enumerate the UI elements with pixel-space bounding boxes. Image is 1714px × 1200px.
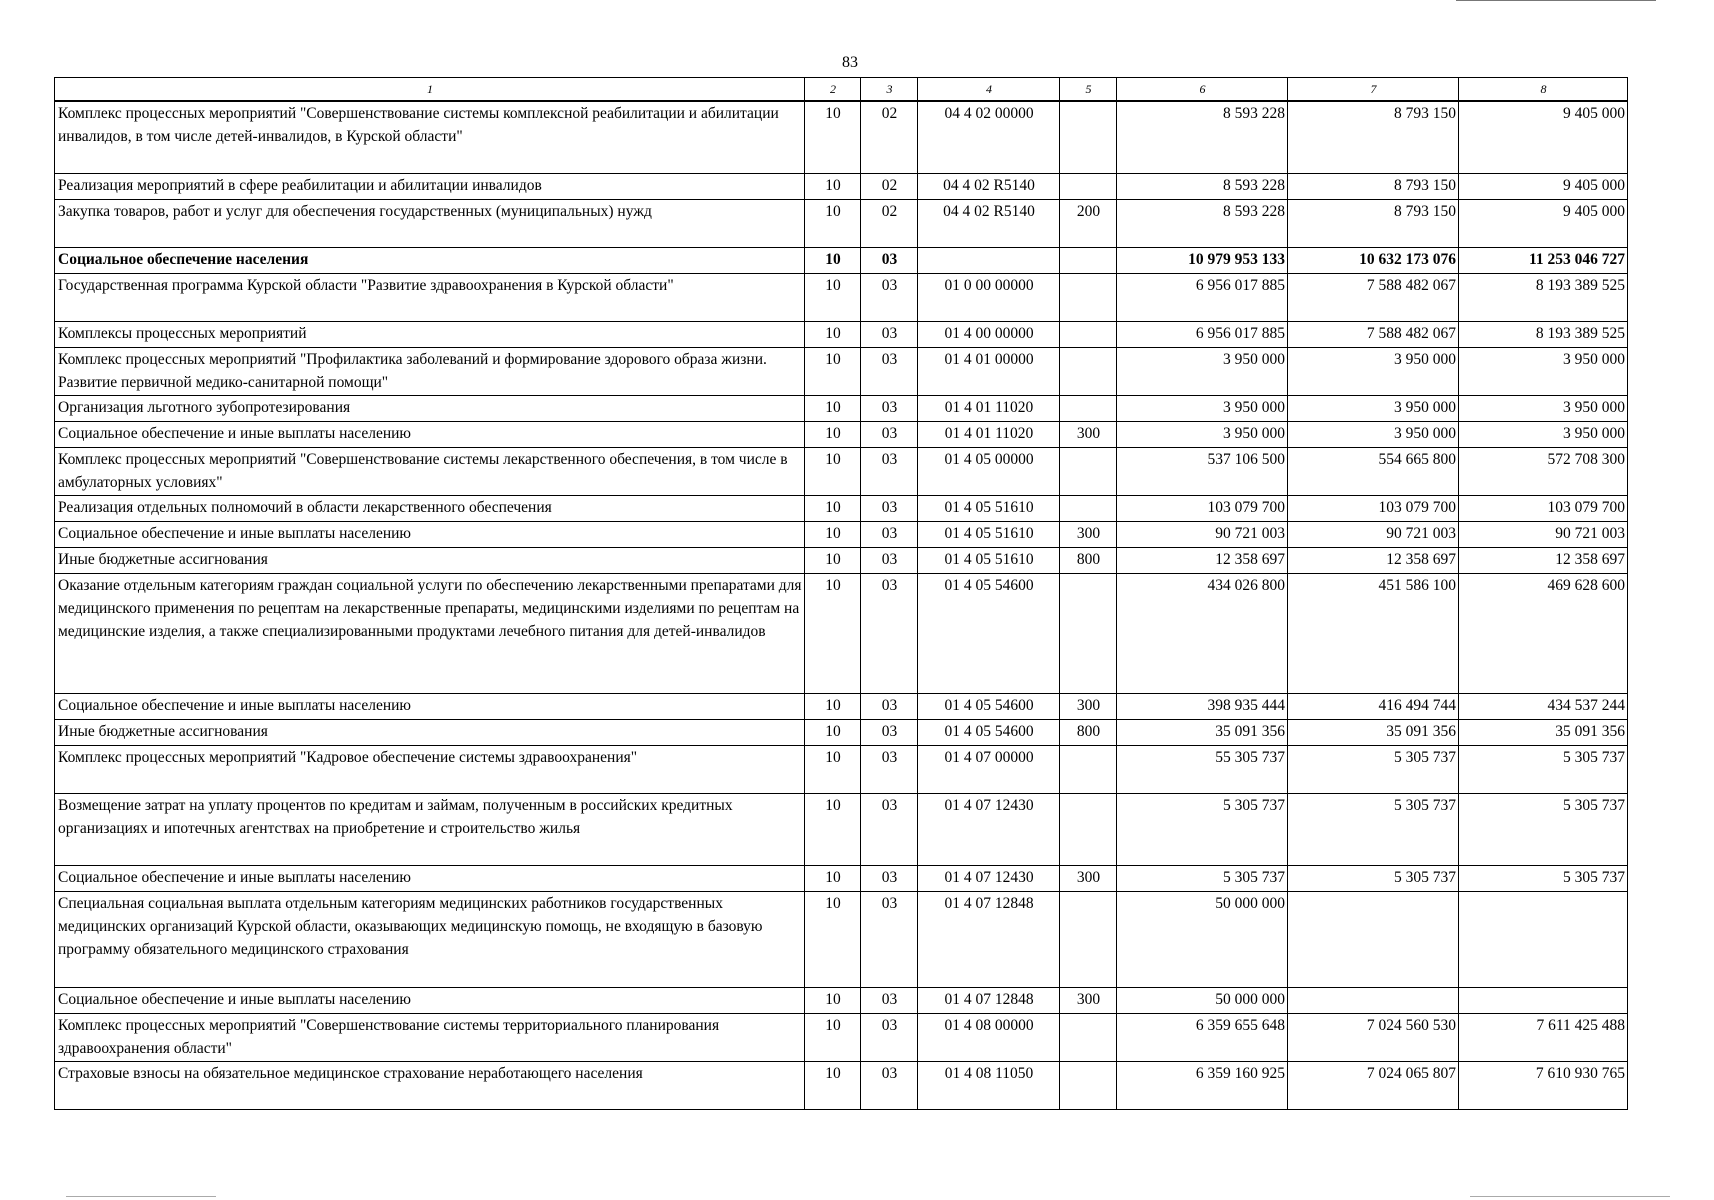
amount-col-7-cell: 7 024 065 807 bbox=[1288, 1061, 1459, 1109]
amount-col-6-cell: 90 721 003 bbox=[1117, 521, 1288, 547]
amount-col-8-cell: 35 091 356 bbox=[1459, 719, 1628, 745]
header-col-5: 5 bbox=[1060, 78, 1117, 102]
expense-type-cell bbox=[1060, 447, 1117, 495]
subsection-code-cell: 03 bbox=[861, 793, 918, 865]
amount-col-6-cell: 537 106 500 bbox=[1117, 447, 1288, 495]
expense-type-cell bbox=[1060, 101, 1117, 173]
row-name-cell: Комплекс процессных мероприятий "Совершенствование системы лекарственного обеспечения, в том числе в амбулаторных условиях" bbox=[55, 447, 805, 495]
header-col-8: 8 bbox=[1459, 78, 1628, 102]
amount-col-8-cell bbox=[1459, 891, 1628, 987]
amount-col-7-cell: 554 665 800 bbox=[1288, 447, 1459, 495]
amount-col-7-cell: 3 950 000 bbox=[1288, 395, 1459, 421]
amount-col-8-cell: 469 628 600 bbox=[1459, 573, 1628, 693]
amount-col-6-cell: 3 950 000 bbox=[1117, 421, 1288, 447]
subsection-code-cell: 02 bbox=[861, 199, 918, 247]
amount-col-8-cell: 8 193 389 525 bbox=[1459, 273, 1628, 321]
section-code-cell: 10 bbox=[805, 693, 861, 719]
subsection-code-cell: 03 bbox=[861, 273, 918, 321]
amount-col-8-cell: 5 305 737 bbox=[1459, 793, 1628, 865]
table-row bbox=[55, 865, 1628, 891]
amount-col-7-cell: 7 024 560 530 bbox=[1288, 1013, 1459, 1061]
row-name-cell: Комплекс процессных мероприятий "Совершенствование системы территориального планирования здравоохранения области" bbox=[55, 1013, 805, 1061]
expense-type-cell bbox=[1060, 745, 1117, 793]
row-name-cell: Социальное обеспечение и иные выплаты населению bbox=[55, 693, 805, 719]
table-row bbox=[55, 495, 1628, 521]
amount-col-6-cell: 8 593 228 bbox=[1117, 101, 1288, 173]
expense-type-cell: 200 bbox=[1060, 199, 1117, 247]
subsection-code-cell: 03 bbox=[861, 495, 918, 521]
table-row bbox=[55, 395, 1628, 421]
section-code-cell: 10 bbox=[805, 247, 861, 273]
row-name-cell: Страховые взносы на обязательное медицинское страхование неработающего населения bbox=[55, 1061, 805, 1109]
amount-col-6-cell: 8 593 228 bbox=[1117, 199, 1288, 247]
section-code-cell: 10 bbox=[805, 1013, 861, 1061]
amount-col-6-cell: 6 359 655 648 bbox=[1117, 1013, 1288, 1061]
table-row bbox=[55, 247, 1628, 273]
amount-col-6-cell: 35 091 356 bbox=[1117, 719, 1288, 745]
amount-col-7-cell: 3 950 000 bbox=[1288, 347, 1459, 395]
amount-col-6-cell: 398 935 444 bbox=[1117, 693, 1288, 719]
amount-col-7-cell: 35 091 356 bbox=[1288, 719, 1459, 745]
table-row bbox=[55, 891, 1628, 987]
amount-col-6-cell: 50 000 000 bbox=[1117, 987, 1288, 1013]
scan-edge-mark bbox=[1470, 1196, 1670, 1197]
section-code-cell: 10 bbox=[805, 1061, 861, 1109]
subsection-code-cell: 03 bbox=[861, 719, 918, 745]
amount-col-7-cell: 103 079 700 bbox=[1288, 495, 1459, 521]
subsection-code-cell: 03 bbox=[861, 321, 918, 347]
amount-col-7-cell: 5 305 737 bbox=[1288, 865, 1459, 891]
row-name-cell: Оказание отдельным категориям граждан социальной услуги по обеспечению лекарственными препаратами для медицинского применения по рецептам на лекарственные препараты, медицинскими изделиями по рецептам на медицинские изделия, а также специализированными продуктами лечебного питания для детей-инвалидов bbox=[55, 573, 805, 693]
section-code-cell: 10 bbox=[805, 199, 861, 247]
row-name-cell: Комплекс процессных мероприятий "Совершенствование системы комплексной реабилитации и абилитации инвалидов, в том числе детей-инвалидов, в Курской области" bbox=[55, 101, 805, 173]
subsection-code-cell: 03 bbox=[861, 447, 918, 495]
section-code-cell: 10 bbox=[805, 347, 861, 395]
amount-col-6-cell: 55 305 737 bbox=[1117, 745, 1288, 793]
expense-type-cell: 300 bbox=[1060, 865, 1117, 891]
amount-col-6-cell: 434 026 800 bbox=[1117, 573, 1288, 693]
section-code-cell: 10 bbox=[805, 447, 861, 495]
expense-type-cell bbox=[1060, 395, 1117, 421]
expense-type-cell bbox=[1060, 273, 1117, 321]
amount-col-8-cell: 9 405 000 bbox=[1459, 173, 1628, 199]
table-row bbox=[55, 321, 1628, 347]
target-article-cell: 01 4 01 00000 bbox=[918, 347, 1060, 395]
amount-col-8-cell: 434 537 244 bbox=[1459, 693, 1628, 719]
amount-col-7-cell: 451 586 100 bbox=[1288, 573, 1459, 693]
amount-col-8-cell: 90 721 003 bbox=[1459, 521, 1628, 547]
section-code-cell: 10 bbox=[805, 793, 861, 865]
amount-col-7-cell: 3 950 000 bbox=[1288, 421, 1459, 447]
table-row bbox=[55, 447, 1628, 495]
scan-edge-mark bbox=[1456, 0, 1656, 1]
amount-col-8-cell: 7 611 425 488 bbox=[1459, 1013, 1628, 1061]
target-article-cell: 01 4 05 54600 bbox=[918, 573, 1060, 693]
subsection-code-cell: 03 bbox=[861, 573, 918, 693]
table-row bbox=[55, 573, 1628, 693]
table-row bbox=[55, 1013, 1628, 1061]
target-article-cell: 01 0 00 00000 bbox=[918, 273, 1060, 321]
amount-col-7-cell: 7 588 482 067 bbox=[1288, 321, 1459, 347]
table-row bbox=[55, 421, 1628, 447]
subsection-code-cell: 03 bbox=[861, 421, 918, 447]
target-article-cell: 01 4 07 12848 bbox=[918, 987, 1060, 1013]
amount-col-8-cell: 7 610 930 765 bbox=[1459, 1061, 1628, 1109]
subsection-code-cell: 03 bbox=[861, 1013, 918, 1061]
amount-col-8-cell: 12 358 697 bbox=[1459, 547, 1628, 573]
row-name-cell: Организация льготного зубопротезирования bbox=[55, 395, 805, 421]
target-article-cell: 01 4 05 00000 bbox=[918, 447, 1060, 495]
section-code-cell: 10 bbox=[805, 987, 861, 1013]
amount-col-6-cell: 10 979 953 133 bbox=[1117, 247, 1288, 273]
target-article-cell: 01 4 05 51610 bbox=[918, 547, 1060, 573]
target-article-cell: 01 4 05 54600 bbox=[918, 719, 1060, 745]
subsection-code-cell: 03 bbox=[861, 395, 918, 421]
subsection-code-cell: 03 bbox=[861, 347, 918, 395]
amount-col-6-cell: 103 079 700 bbox=[1117, 495, 1288, 521]
table-row bbox=[55, 987, 1628, 1013]
section-code-cell: 10 bbox=[805, 891, 861, 987]
row-name-cell: Комплекс процессных мероприятий "Профилактика заболеваний и формирование здорового образа жизни. Развитие первичной медико-санитарной помощи" bbox=[55, 347, 805, 395]
row-name-cell: Государственная программа Курской области "Развитие здравоохранения в Курской области" bbox=[55, 273, 805, 321]
section-code-cell: 10 bbox=[805, 321, 861, 347]
section-code-cell: 10 bbox=[805, 521, 861, 547]
target-article-cell: 01 4 05 51610 bbox=[918, 521, 1060, 547]
section-code-cell: 10 bbox=[805, 173, 861, 199]
amount-col-8-cell: 9 405 000 bbox=[1459, 101, 1628, 173]
table-body bbox=[55, 101, 1628, 1109]
subsection-code-cell: 03 bbox=[861, 1061, 918, 1109]
amount-col-6-cell: 50 000 000 bbox=[1117, 891, 1288, 987]
target-article-cell: 04 4 02 R5140 bbox=[918, 199, 1060, 247]
expense-type-cell bbox=[1060, 793, 1117, 865]
section-code-cell: 10 bbox=[805, 421, 861, 447]
amount-col-8-cell: 5 305 737 bbox=[1459, 865, 1628, 891]
amount-col-8-cell: 3 950 000 bbox=[1459, 421, 1628, 447]
expense-type-cell: 800 bbox=[1060, 547, 1117, 573]
row-name-cell: Возмещение затрат на уплату процентов по кредитам и займам, полученным в российских кредитных организациях и ипотечных агентствах на приобретение и строительство жилья bbox=[55, 793, 805, 865]
subsection-code-cell: 03 bbox=[861, 521, 918, 547]
section-code-cell: 10 bbox=[805, 547, 861, 573]
amount-col-7-cell: 10 632 173 076 bbox=[1288, 247, 1459, 273]
subsection-code-cell: 03 bbox=[861, 987, 918, 1013]
expense-type-cell bbox=[1060, 1013, 1117, 1061]
target-article-cell: 01 4 08 00000 bbox=[918, 1013, 1060, 1061]
header-col-2: 2 bbox=[805, 78, 861, 102]
row-name-cell: Социальное обеспечение и иные выплаты населению bbox=[55, 421, 805, 447]
row-name-cell: Иные бюджетные ассигнования bbox=[55, 547, 805, 573]
amount-col-7-cell: 5 305 737 bbox=[1288, 793, 1459, 865]
expense-type-cell bbox=[1060, 573, 1117, 693]
section-code-cell: 10 bbox=[805, 745, 861, 793]
row-name-cell: Комплексы процессных мероприятий bbox=[55, 321, 805, 347]
expense-type-cell bbox=[1060, 321, 1117, 347]
subsection-code-cell: 03 bbox=[861, 865, 918, 891]
amount-col-6-cell: 12 358 697 bbox=[1117, 547, 1288, 573]
table-row bbox=[55, 199, 1628, 247]
header-col-3: 3 bbox=[861, 78, 918, 102]
row-name-cell: Социальное обеспечение населения bbox=[55, 247, 805, 273]
subsection-code-cell: 03 bbox=[861, 547, 918, 573]
expense-type-cell bbox=[1060, 247, 1117, 273]
subsection-code-cell: 02 bbox=[861, 173, 918, 199]
section-code-cell: 10 bbox=[805, 495, 861, 521]
target-article-cell: 01 4 07 00000 bbox=[918, 745, 1060, 793]
budget-table bbox=[54, 77, 1628, 1110]
target-article-cell: 01 4 07 12848 bbox=[918, 891, 1060, 987]
target-article-cell: 01 4 05 51610 bbox=[918, 495, 1060, 521]
section-code-cell: 10 bbox=[805, 719, 861, 745]
expense-type-cell: 800 bbox=[1060, 719, 1117, 745]
section-code-cell: 10 bbox=[805, 865, 861, 891]
table-row bbox=[55, 719, 1628, 745]
scan-edge-mark bbox=[66, 1196, 216, 1197]
amount-col-7-cell bbox=[1288, 987, 1459, 1013]
expense-type-cell: 300 bbox=[1060, 421, 1117, 447]
section-code-cell: 10 bbox=[805, 101, 861, 173]
row-name-cell: Комплекс процессных мероприятий "Кадровое обеспечение системы здравоохранения" bbox=[55, 745, 805, 793]
table-row bbox=[55, 173, 1628, 199]
table-row bbox=[55, 745, 1628, 793]
target-article-cell: 01 4 07 12430 bbox=[918, 793, 1060, 865]
target-article-cell: 01 4 05 54600 bbox=[918, 693, 1060, 719]
table-row bbox=[55, 547, 1628, 573]
amount-col-7-cell: 7 588 482 067 bbox=[1288, 273, 1459, 321]
amount-col-6-cell: 3 950 000 bbox=[1117, 347, 1288, 395]
row-name-cell: Социальное обеспечение и иные выплаты населению bbox=[55, 521, 805, 547]
expense-type-cell: 300 bbox=[1060, 693, 1117, 719]
amount-col-6-cell: 6 956 017 885 bbox=[1117, 273, 1288, 321]
amount-col-6-cell: 6 359 160 925 bbox=[1117, 1061, 1288, 1109]
section-code-cell: 10 bbox=[805, 273, 861, 321]
amount-col-6-cell: 6 956 017 885 bbox=[1117, 321, 1288, 347]
amount-col-7-cell: 8 793 150 bbox=[1288, 199, 1459, 247]
subsection-code-cell: 03 bbox=[861, 247, 918, 273]
amount-col-8-cell: 3 950 000 bbox=[1459, 395, 1628, 421]
amount-col-8-cell: 11 253 046 727 bbox=[1459, 247, 1628, 273]
amount-col-7-cell: 12 358 697 bbox=[1288, 547, 1459, 573]
amount-col-7-cell: 416 494 744 bbox=[1288, 693, 1459, 719]
target-article-cell: 04 4 02 00000 bbox=[918, 101, 1060, 173]
header-row bbox=[55, 78, 1628, 102]
page-number: 83 bbox=[842, 54, 858, 71]
expense-type-cell: 300 bbox=[1060, 987, 1117, 1013]
expense-type-cell bbox=[1060, 347, 1117, 395]
table-row bbox=[55, 347, 1628, 395]
amount-col-8-cell: 3 950 000 bbox=[1459, 347, 1628, 395]
section-code-cell: 10 bbox=[805, 395, 861, 421]
amount-col-7-cell: 8 793 150 bbox=[1288, 173, 1459, 199]
expense-type-cell bbox=[1060, 173, 1117, 199]
section-code-cell: 10 bbox=[805, 573, 861, 693]
table-row bbox=[55, 793, 1628, 865]
amount-col-6-cell: 5 305 737 bbox=[1117, 793, 1288, 865]
target-article-cell: 01 4 01 11020 bbox=[918, 395, 1060, 421]
amount-col-8-cell: 572 708 300 bbox=[1459, 447, 1628, 495]
amount-col-8-cell: 8 193 389 525 bbox=[1459, 321, 1628, 347]
amount-col-8-cell: 103 079 700 bbox=[1459, 495, 1628, 521]
subsection-code-cell: 03 bbox=[861, 891, 918, 987]
subsection-code-cell: 02 bbox=[861, 101, 918, 173]
header-col-1: 1 bbox=[55, 78, 805, 102]
subsection-code-cell: 03 bbox=[861, 693, 918, 719]
table-row bbox=[55, 273, 1628, 321]
amount-col-8-cell bbox=[1459, 987, 1628, 1013]
header-col-4: 4 bbox=[918, 78, 1060, 102]
row-name-cell: Реализация мероприятий в сфере реабилитации и абилитации инвалидов bbox=[55, 173, 805, 199]
target-article-cell: 01 4 08 11050 bbox=[918, 1061, 1060, 1109]
expense-type-cell bbox=[1060, 891, 1117, 987]
amount-col-8-cell: 9 405 000 bbox=[1459, 199, 1628, 247]
amount-col-7-cell bbox=[1288, 891, 1459, 987]
expense-type-cell bbox=[1060, 1061, 1117, 1109]
header-col-7: 7 bbox=[1288, 78, 1459, 102]
target-article-cell: 01 4 07 12430 bbox=[918, 865, 1060, 891]
row-name-cell: Реализация отдельных полномочий в области лекарственного обеспечения bbox=[55, 495, 805, 521]
amount-col-7-cell: 5 305 737 bbox=[1288, 745, 1459, 793]
expense-type-cell bbox=[1060, 495, 1117, 521]
table-row bbox=[55, 521, 1628, 547]
amount-col-6-cell: 3 950 000 bbox=[1117, 395, 1288, 421]
amount-col-8-cell: 5 305 737 bbox=[1459, 745, 1628, 793]
expense-type-cell: 300 bbox=[1060, 521, 1117, 547]
row-name-cell: Специальная социальная выплата отдельным категориям медицинских работников государственных медицинских организаций Курской области, оказывающих медицинскую помощь, не входящую в базовую программу обязательного медицинского страхования bbox=[55, 891, 805, 987]
target-article-cell: 04 4 02 R5140 bbox=[918, 173, 1060, 199]
amount-col-6-cell: 5 305 737 bbox=[1117, 865, 1288, 891]
row-name-cell: Закупка товаров, работ и услуг для обеспечения государственных (муниципальных) нужд bbox=[55, 199, 805, 247]
table-row bbox=[55, 101, 1628, 173]
row-name-cell: Социальное обеспечение и иные выплаты населению bbox=[55, 865, 805, 891]
row-name-cell: Социальное обеспечение и иные выплаты населению bbox=[55, 987, 805, 1013]
amount-col-7-cell: 90 721 003 bbox=[1288, 521, 1459, 547]
table-row bbox=[55, 693, 1628, 719]
amount-col-7-cell: 8 793 150 bbox=[1288, 101, 1459, 173]
table-row bbox=[55, 1061, 1628, 1109]
target-article-cell bbox=[918, 247, 1060, 273]
target-article-cell: 01 4 01 11020 bbox=[918, 421, 1060, 447]
subsection-code-cell: 03 bbox=[861, 745, 918, 793]
row-name-cell: Иные бюджетные ассигнования bbox=[55, 719, 805, 745]
amount-col-6-cell: 8 593 228 bbox=[1117, 173, 1288, 199]
target-article-cell: 01 4 00 00000 bbox=[918, 321, 1060, 347]
header-col-6: 6 bbox=[1117, 78, 1288, 102]
